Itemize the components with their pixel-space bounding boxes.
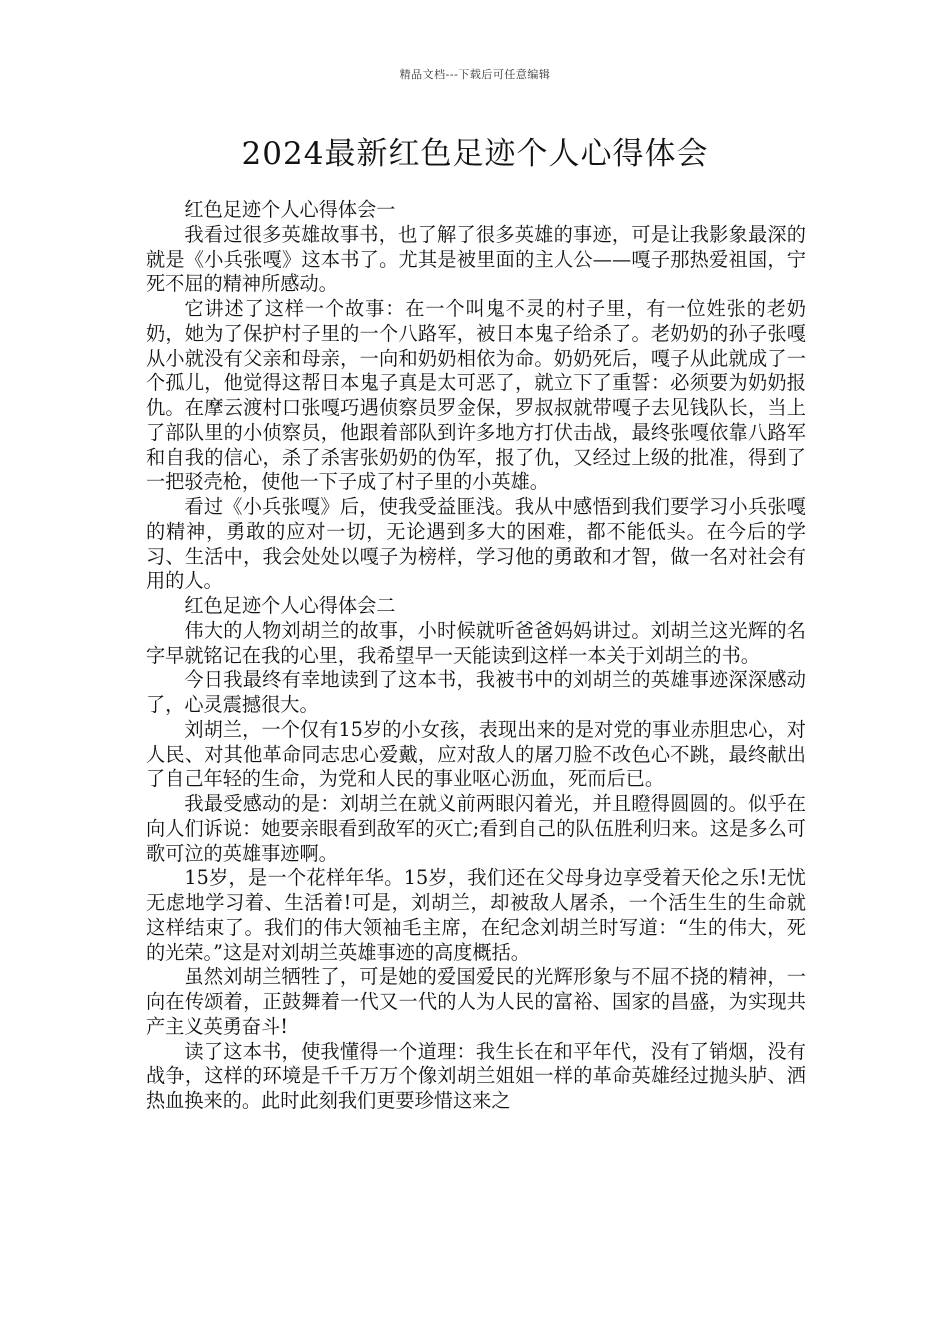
header-note: 精品文档---下载后可任意编辑: [399, 68, 551, 81]
paragraph: 读了这本书，使我懂得一个道理：我生长在和平年代，没有了销烟，没有战争，这样的环境是千千万万个像刘胡兰姐姐一样的革命英雄经过抛头胪、洒热血换来的。此时此刻我们更要珍惜这来之: [146, 1039, 806, 1112]
document-title: 2024最新红色足迹个人心得体会: [241, 136, 709, 172]
paragraph: 我最受感动的是：刘胡兰在就义前两眼闪着光，并且瞪得圆圆的。似乎在向人们诉说：她要亲眼看到敌军的灭亡;看到自己的队伍胜利归来。这是多么可歌可泣的英雄事迹啊。: [146, 792, 806, 865]
document-body: [146, 198, 806, 1114]
paragraph: 今日我最终有幸地读到了这本书，我被书中的刘胡兰的英雄事迹深深感动了，心灵震撼很大。: [146, 668, 806, 716]
paragraph: 虽然刘胡兰牺牲了，可是她的爱国爱民的光辉形象与不屈不挠的精神，一向在传颂着，正鼓舞着一代又一代的人为人民的富裕、国家的昌盛，为实现共产主义英勇奋斗!: [146, 965, 806, 1038]
paragraph: 看过《小兵张嘎》后，使我受益匪浅。我从中感悟到我们要学习小兵张嘎的精神，勇敢的应对一切，无论遇到多大的困难，都不能低头。在今后的学习、生活中，我会处处以嘎子为榜样，学习他的勇敢和才智，做一名对社会有用的人。: [146, 495, 806, 593]
section-heading-2: 红色足迹个人心得体会二: [184, 594, 396, 617]
section-heading-1: 红色足迹个人心得体会一: [184, 198, 396, 221]
paragraph: 我看过很多英雄故事书，也了解了很多英雄的事迹，可是让我影象最深的就是《小兵张嘎》这本书了。尤其是被里面的主人公——嘎子那热爱祖国，宁死不屈的精神所感动。: [146, 222, 806, 296]
paragraph: 15岁，是一个花样年华。15岁，我们还在父母身边享受着天伦之乐!无忧无虑地学习着、生活着!可是，刘胡兰，却被敌人屠杀，一个活生生的生命就这样结束了。我们的伟大领袖毛主席，在纪念刘胡兰时写道：“生的伟大，死的光荣。”这是对刘胡兰英雄事迹的高度概括。: [146, 866, 806, 964]
paragraph: 它讲述了这样一个故事：在一个叫鬼不灵的村子里，有一位姓张的老奶奶，她为了保护村子里的一个八路军，被日本鬼子给杀了。老奶奶的孙子张嘎从小就没有父亲和母亲，一向和奶奶相依为命。奶奶死后，嘎子从此就成了一个孤儿，他觉得这帮日本鬼子真是太可恶了，就立下了重誓：必须要为奶奶报仇。在摩云渡村口张嘎巧遇侦察员罗金保，罗叔叔就带嘎子去见钱队长，当上了部队里的小侦察员，他跟着部队到许多地方打伏击战，最终张嘎依靠八路军和自我的信心，杀了杀害张奶奶的伪军，报了仇，又经过上级的批准，得到了一把驳壳枪，使他一下子成了村子里的小英雄。: [146, 297, 806, 494]
paragraph: 伟大的人物刘胡兰的故事，小时候就听爸爸妈妈讲过。刘胡兰这光辉的名字早就铭记在我的心里，我希望早一天能读到这样一本关于刘胡兰的书。: [146, 618, 806, 667]
paragraph: 刘胡兰，一个仅有15岁的小女孩，表现出来的是对党的事业赤胆忠心，对人民、对其他革命同志忠心爱戴，应对敌人的屠刀脸不改色心不跳，最终献出了自己年轻的生命，为党和人民的事业呕心沥血，死而后已。: [146, 717, 806, 791]
